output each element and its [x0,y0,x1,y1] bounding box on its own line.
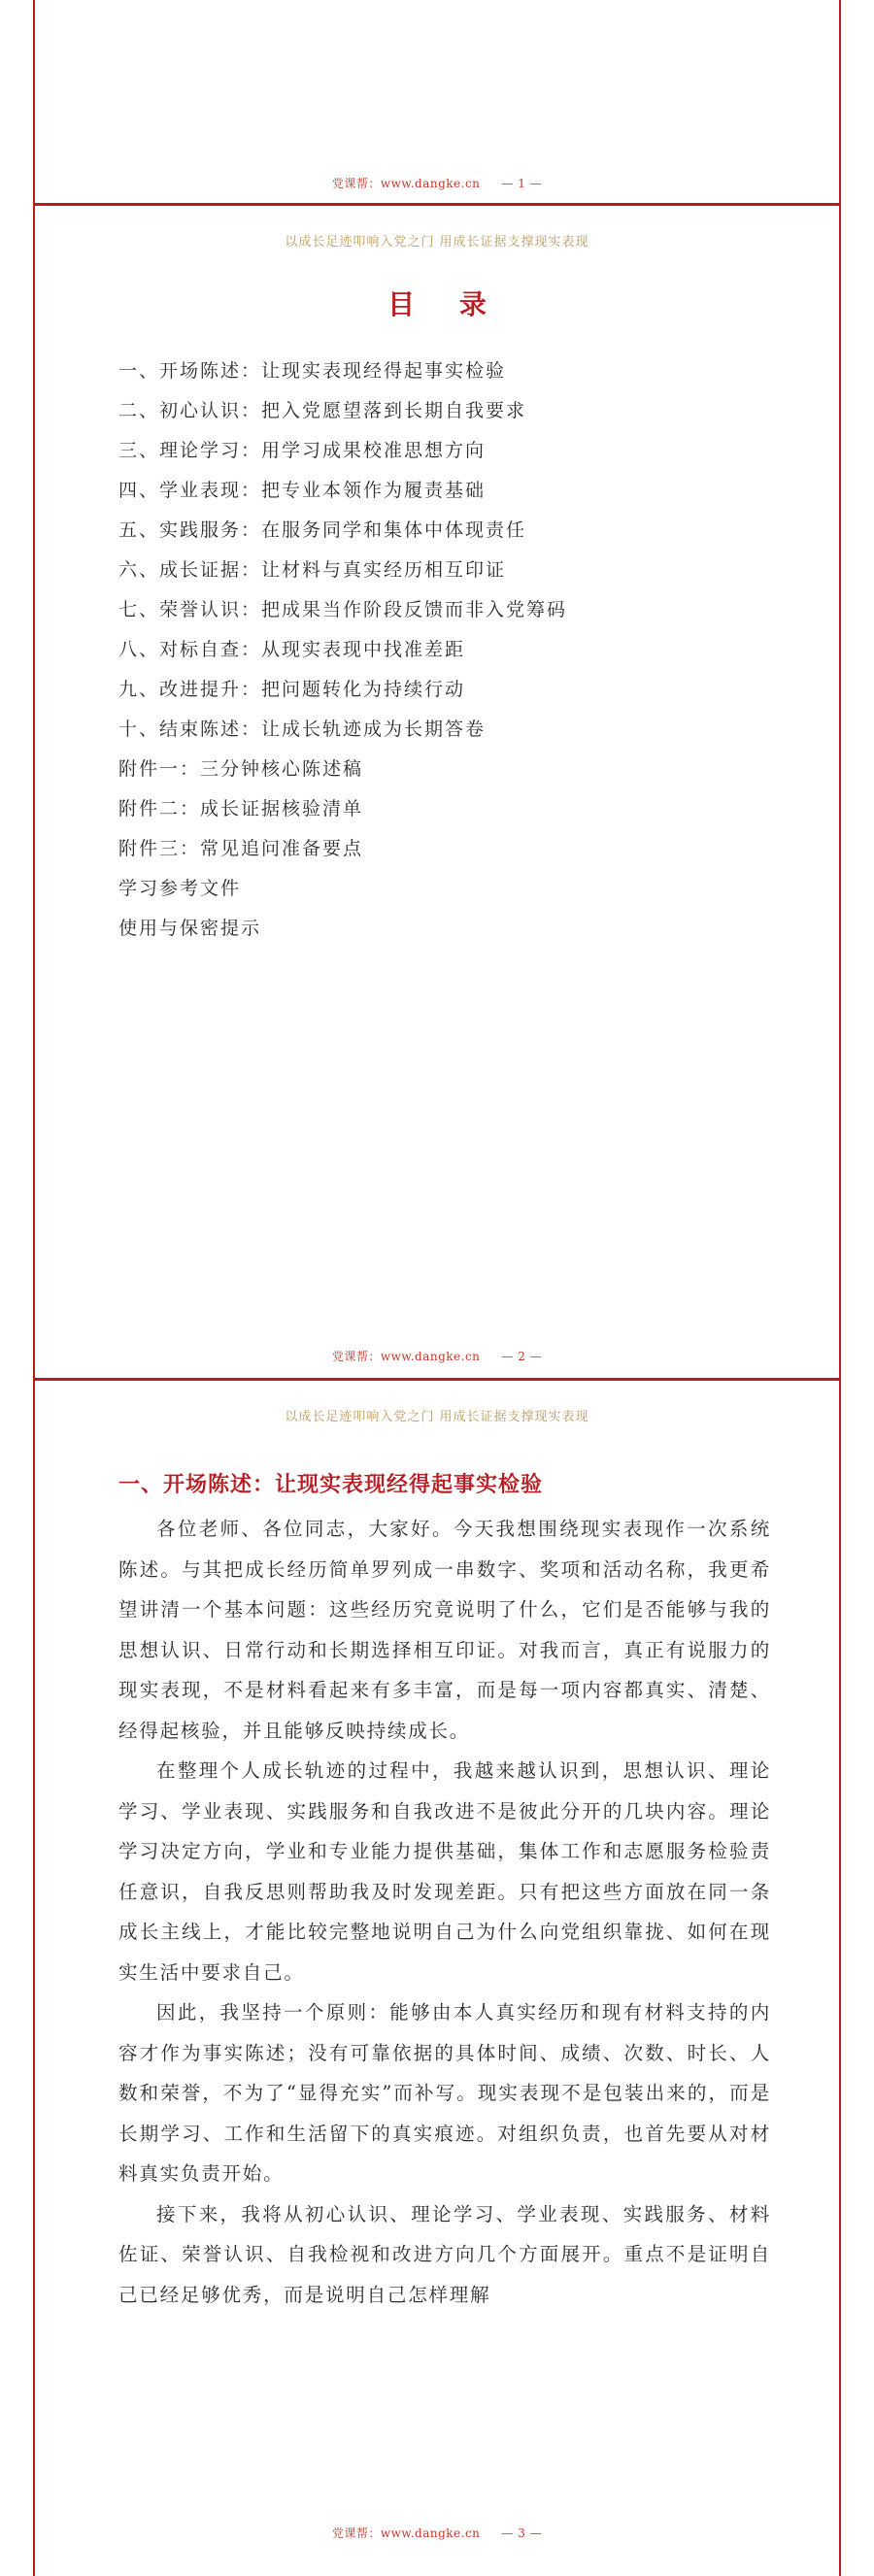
footer-site: 党课帮：www.dangke.cn [331,177,481,190]
page-footer [35,2525,839,2541]
page-3 [33,1381,841,2576]
toc-item[interactable]: 六、成长证据：让材料与真实经历相互印证 [118,559,507,581]
toc-item[interactable]: 附件三：常见追问准备要点 [118,838,364,859]
toc-item[interactable]: 九、改进提升：把问题转化为持续行动 [118,679,466,700]
body-paragraph: 因此，我坚持一个原则：能够由本人真实经历和现有材料支持的内容才作为事实陈述；没有可靠依据的具体时间、成绩、次数、时长、人数和荣誉，不为了“显得充实”而补写。现实表现不是包装出来的，而是长期学习、工作和生活留下的真实痕迹。对组织负责，也首先要从对材料真实负责开始。 [118,2001,771,2185]
footer-page-number: — 2 — [501,1350,543,1363]
toc-item[interactable]: 附件一：三分钟核心陈述稿 [118,758,364,780]
section-heading: 一、开场陈述：让现实表现经得起事实检验 [118,1472,544,1497]
toc-item[interactable]: 使用与保密提示 [118,918,262,939]
toc-item[interactable]: 八、对标自查：从现实表现中找准差距 [118,639,466,660]
page-header: 以成长足迹叩响入党之门 用成长证据支撑现实表现 [285,1410,589,1424]
toc-item[interactable]: 三、理论学习：用学习成果校准思想方向 [118,440,487,461]
footer-page-number: — 3 — [501,2526,543,2540]
page-1 [33,0,841,203]
footer-page-number: — 1 — [501,177,543,190]
toc-list [118,351,567,949]
toc-item[interactable]: 五、实践服务：在服务同学和集体中体现责任 [118,519,527,541]
section-body [118,1509,771,2315]
page-2 [33,206,841,1378]
body-paragraph: 接下来，我将从初心认识、理论学习、学业表现、实践服务、材料佐证、荣誉认识、自我检视和改进方向几个方面展开。重点不是证明自己已经足够优秀，而是说明自己怎样理解 [118,2202,771,2306]
toc-item[interactable]: 七、荣誉认识：把成果当作阶段反馈而非入党筹码 [118,599,568,620]
page-header: 以成长足迹叩响入党之门 用成长证据支撑现实表现 [285,235,589,250]
page-footer [35,175,839,191]
toc-item[interactable]: 一、开场陈述：让现实表现经得起事实检验 [118,360,507,382]
toc-item[interactable]: 学习参考文件 [118,878,242,899]
footer-site: 党课帮：www.dangke.cn [331,1350,481,1363]
toc-title: 目 录 [387,288,504,320]
footer-site: 党课帮：www.dangke.cn [331,2526,481,2540]
toc-item[interactable]: 附件二：成长证据核验清单 [118,798,364,820]
toc-item[interactable]: 十、结束陈述：让成长轨迹成为长期答卷 [118,719,487,740]
page-footer [35,1348,839,1364]
body-paragraph: 各位老师、各位同志，大家好。今天我想围绕现实表现作一次系统陈述。与其把成长经历简单罗列成一串数字、奖项和活动名称，我更希望讲清一个基本问题：这些经历究竟说明了什么，它们是否能够与我的思想认识、日常行动和长期选择相互印证。对我而言，真正有说服力的现实表现，不是材料看起来有多丰富，而是每一项内容都真实、清楚、经得起核验，并且能够反映持续成长。 [118,1518,771,1742]
toc-item[interactable]: 二、初心认识：把入党愿望落到长期自我要求 [118,400,527,421]
body-paragraph: 在整理个人成长轨迹的过程中，我越来越认识到，思想认识、理论学习、学业表现、实践服务和自我改进不是彼此分开的几块内容。理论学习决定方向，学业和专业能力提供基础，集体工作和志愿服务检验责任意识，自我反思则帮助我及时发现差距。只有把这些方面放在同一条成长主线上，才能比较完整地说明自己为什么向党组织靠拢、如何在现实生活中要求自己。 [118,1759,771,1984]
toc-item[interactable]: 四、学业表现：把专业本领作为履责基础 [118,480,487,501]
